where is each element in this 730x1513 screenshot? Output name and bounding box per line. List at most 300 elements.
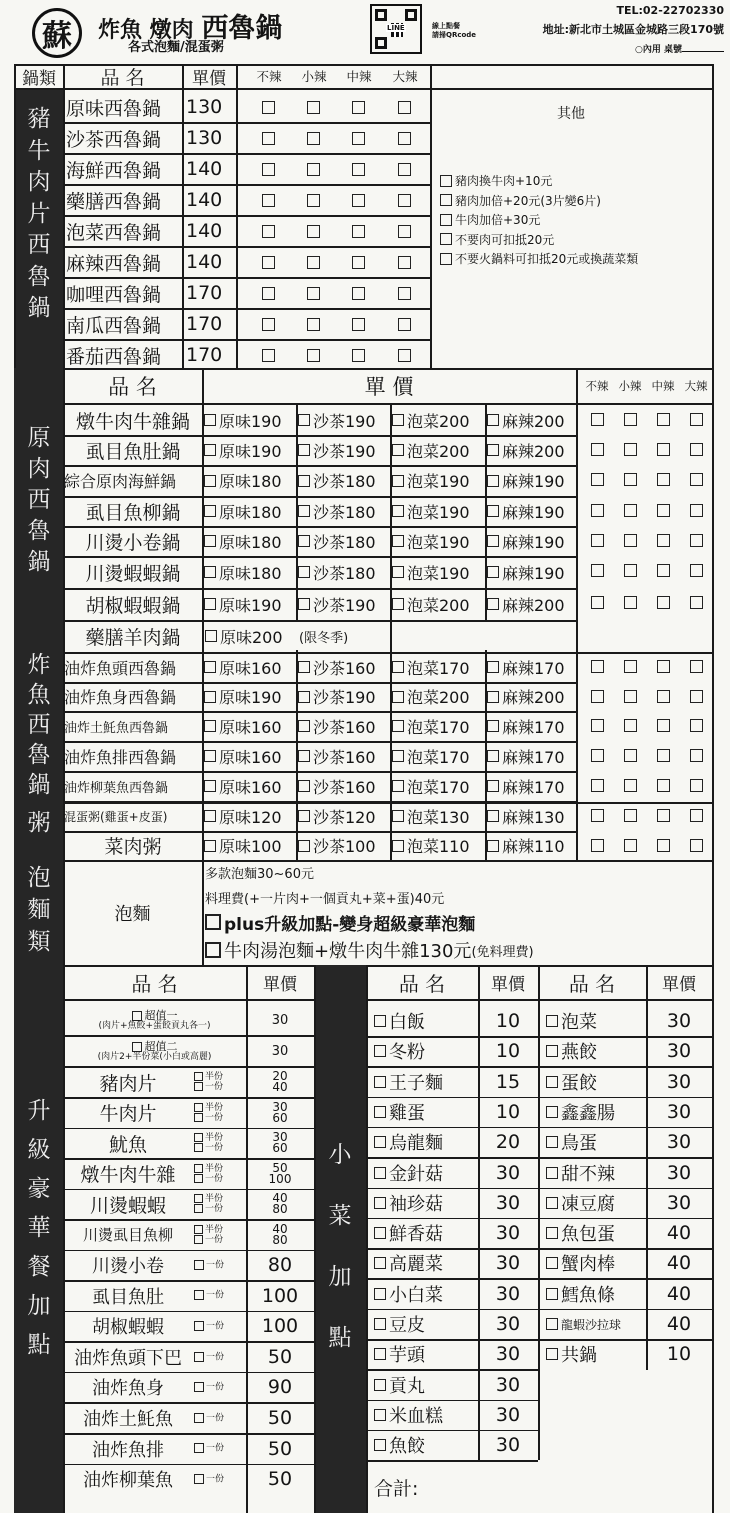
spice-checkbox[interactable]: [690, 809, 703, 822]
price-option[interactable]: [204, 741, 296, 771]
spice-checkbox[interactable]: [398, 349, 411, 362]
checkbox[interactable]: [194, 1103, 203, 1112]
checkbox[interactable]: [487, 444, 499, 456]
price-option[interactable]: [392, 741, 485, 771]
spice-checkbox[interactable]: [591, 779, 604, 792]
price-option[interactable]: [298, 771, 390, 801]
spice-checkbox[interactable]: [352, 163, 365, 176]
checkbox[interactable]: [194, 1072, 203, 1081]
price-option[interactable]: [392, 711, 485, 741]
price-option[interactable]: [204, 405, 296, 435]
checkbox[interactable]: [487, 810, 499, 822]
checkbox[interactable]: [205, 630, 217, 642]
spice-checkbox[interactable]: [591, 504, 604, 517]
spice-checkbox[interactable]: [624, 443, 637, 456]
spice-checkbox[interactable]: [624, 534, 637, 547]
side-dish-option[interactable]: [374, 1279, 478, 1309]
spice-checkbox[interactable]: [352, 256, 365, 269]
spice-checkbox[interactable]: [657, 719, 670, 732]
spice-checkbox[interactable]: [591, 596, 604, 609]
price-option[interactable]: [204, 831, 296, 860]
spice-checkbox[interactable]: [352, 225, 365, 238]
side-dish-option[interactable]: [374, 1339, 478, 1369]
checkbox[interactable]: [487, 661, 499, 673]
spice-checkbox[interactable]: [624, 596, 637, 609]
checkbox[interactable]: [194, 1352, 204, 1362]
checkbox[interactable]: [298, 750, 310, 762]
price-option[interactable]: [204, 771, 296, 801]
checkbox[interactable]: [204, 444, 216, 456]
side-dish-option[interactable]: [374, 1127, 478, 1157]
side-dish-option[interactable]: [546, 1188, 646, 1218]
side-dish-option[interactable]: [374, 1006, 478, 1036]
checkbox[interactable]: [298, 810, 310, 822]
side-dish-option[interactable]: [374, 1097, 478, 1127]
spice-checkbox[interactable]: [262, 287, 275, 300]
checkbox[interactable]: [204, 691, 216, 703]
price-option[interactable]: [298, 652, 390, 682]
price-option[interactable]: [298, 405, 390, 435]
spice-checkbox[interactable]: [307, 225, 320, 238]
checkbox[interactable]: [546, 1167, 558, 1179]
spice-checkbox[interactable]: [624, 749, 637, 762]
spice-checkbox[interactable]: [690, 719, 703, 732]
checkbox[interactable]: [205, 914, 221, 930]
checkbox[interactable]: [392, 444, 404, 456]
spice-checkbox[interactable]: [262, 101, 275, 114]
checkbox[interactable]: [546, 1076, 558, 1088]
price-option[interactable]: [298, 465, 390, 496]
checkbox[interactable]: [487, 840, 499, 852]
checkbox[interactable]: [298, 414, 310, 426]
checkbox[interactable]: [204, 780, 216, 792]
spice-checkbox[interactable]: [690, 534, 703, 547]
checkbox[interactable]: [204, 475, 216, 487]
price-option[interactable]: [487, 801, 576, 831]
checkbox[interactable]: [374, 1257, 386, 1269]
spice-checkbox[interactable]: [591, 719, 604, 732]
checkbox[interactable]: [132, 1042, 142, 1052]
price-option[interactable]: [487, 526, 576, 556]
checkbox[interactable]: [204, 661, 216, 673]
spice-checkbox[interactable]: [398, 225, 411, 238]
checkbox[interactable]: [298, 780, 310, 792]
spice-checkbox[interactable]: [398, 287, 411, 300]
spice-checkbox[interactable]: [657, 596, 670, 609]
checkbox[interactable]: [194, 1235, 203, 1244]
checkbox[interactable]: [204, 840, 216, 852]
price-option[interactable]: [487, 588, 576, 620]
checkbox[interactable]: [546, 1227, 558, 1239]
spice-checkbox[interactable]: [690, 660, 703, 673]
side-dish-option[interactable]: [546, 1097, 646, 1127]
checkbox[interactable]: [392, 780, 404, 792]
spice-checkbox[interactable]: [690, 779, 703, 792]
price-option[interactable]: [298, 801, 390, 831]
checkbox[interactable]: [194, 1133, 203, 1142]
checkbox[interactable]: [546, 1106, 558, 1118]
spice-checkbox[interactable]: [307, 194, 320, 207]
spice-checkbox[interactable]: [624, 660, 637, 673]
price-option[interactable]: [487, 435, 576, 465]
checkbox[interactable]: [298, 720, 310, 732]
price-option[interactable]: [392, 588, 485, 620]
spice-checkbox[interactable]: [352, 287, 365, 300]
spice-checkbox[interactable]: [398, 132, 411, 145]
checkbox[interactable]: [298, 566, 310, 578]
price-option[interactable]: [487, 652, 576, 682]
spice-checkbox[interactable]: [398, 194, 411, 207]
spice-checkbox[interactable]: [657, 839, 670, 852]
checkbox[interactable]: [194, 1382, 204, 1392]
spice-checkbox[interactable]: [657, 779, 670, 792]
side-dish-option[interactable]: [374, 1067, 478, 1097]
price-option[interactable]: [298, 588, 390, 620]
spice-checkbox[interactable]: [657, 564, 670, 577]
checkbox[interactable]: [392, 598, 404, 610]
price-option[interactable]: [298, 435, 390, 465]
price-option[interactable]: [392, 556, 485, 588]
price-option[interactable]: [392, 465, 485, 496]
checkbox[interactable]: [487, 691, 499, 703]
checkbox[interactable]: [194, 1082, 203, 1091]
checkbox[interactable]: [440, 253, 452, 265]
checkbox[interactable]: [194, 1260, 204, 1270]
side-dish-option[interactable]: [546, 1036, 646, 1066]
checkbox[interactable]: [298, 691, 310, 703]
price-option[interactable]: [392, 496, 485, 526]
checkbox[interactable]: [546, 1257, 558, 1269]
checkbox[interactable]: [392, 414, 404, 426]
checkbox[interactable]: [204, 720, 216, 732]
checkbox[interactable]: [204, 810, 216, 822]
price-option[interactable]: [392, 831, 485, 860]
price-option[interactable]: [204, 652, 296, 682]
price-option[interactable]: [298, 741, 390, 771]
checkbox[interactable]: [392, 720, 404, 732]
checkbox[interactable]: [487, 750, 499, 762]
spice-checkbox[interactable]: [657, 809, 670, 822]
price-option[interactable]: [392, 405, 485, 435]
side-dish-option[interactable]: [546, 1279, 646, 1309]
checkbox[interactable]: [374, 1409, 386, 1421]
checkbox[interactable]: [392, 661, 404, 673]
spice-checkbox[interactable]: [591, 809, 604, 822]
checkbox[interactable]: [374, 1439, 386, 1451]
checkbox[interactable]: [204, 566, 216, 578]
spice-checkbox[interactable]: [307, 101, 320, 114]
checkbox[interactable]: [392, 535, 404, 547]
spice-checkbox[interactable]: [657, 413, 670, 426]
price-option[interactable]: [204, 556, 296, 588]
spice-checkbox[interactable]: [657, 443, 670, 456]
extra-option[interactable]: [440, 231, 710, 248]
price-option[interactable]: [392, 435, 485, 465]
checkbox[interactable]: [194, 1474, 204, 1484]
spice-checkbox[interactable]: [591, 690, 604, 703]
line-qr-code-icon[interactable]: [370, 4, 422, 54]
checkbox[interactable]: [546, 1136, 558, 1148]
checkbox[interactable]: [194, 1143, 203, 1152]
spice-checkbox[interactable]: [398, 163, 411, 176]
spice-checkbox[interactable]: [307, 132, 320, 145]
spice-checkbox[interactable]: [690, 473, 703, 486]
price-option[interactable]: [392, 682, 485, 711]
price-option[interactable]: [487, 465, 576, 496]
checkbox[interactable]: [204, 750, 216, 762]
side-dish-option[interactable]: [374, 1309, 478, 1339]
checkbox[interactable]: [204, 414, 216, 426]
side-dish-option[interactable]: [546, 1248, 646, 1278]
checkbox[interactable]: [298, 598, 310, 610]
checkbox[interactable]: [392, 505, 404, 517]
side-dish-option[interactable]: [374, 1188, 478, 1218]
checkbox[interactable]: [392, 810, 404, 822]
spice-checkbox[interactable]: [657, 690, 670, 703]
checkbox[interactable]: [132, 1011, 142, 1021]
price-option[interactable]: [487, 556, 576, 588]
price-option[interactable]: [298, 556, 390, 588]
spice-checkbox[interactable]: [352, 101, 365, 114]
checkbox[interactable]: [374, 1106, 386, 1118]
spice-checkbox[interactable]: [624, 473, 637, 486]
checkbox[interactable]: [546, 1288, 558, 1300]
checkbox[interactable]: [487, 566, 499, 578]
spice-checkbox[interactable]: [352, 194, 365, 207]
spice-checkbox[interactable]: [307, 256, 320, 269]
checkbox[interactable]: [298, 475, 310, 487]
price-option[interactable]: [487, 771, 576, 801]
price-option[interactable]: [204, 801, 296, 831]
checkbox[interactable]: [546, 1318, 558, 1330]
checkbox[interactable]: [298, 535, 310, 547]
checkbox[interactable]: [374, 1318, 386, 1330]
spice-checkbox[interactable]: [690, 690, 703, 703]
side-dish-option[interactable]: [374, 1400, 478, 1430]
checkbox[interactable]: [440, 214, 452, 226]
side-dish-option[interactable]: [546, 1067, 646, 1097]
checkbox[interactable]: [194, 1321, 204, 1331]
price-option[interactable]: [487, 405, 576, 435]
portion-options: 半份 一份: [194, 1189, 246, 1219]
price-option[interactable]: [204, 526, 296, 556]
checkbox[interactable]: [194, 1113, 203, 1122]
checkbox[interactable]: [194, 1443, 204, 1453]
spice-checkbox[interactable]: [591, 749, 604, 762]
price-option[interactable]: [204, 496, 296, 526]
price-option[interactable]: [487, 682, 576, 711]
spice-checkbox[interactable]: [352, 349, 365, 362]
spice-checkbox[interactable]: [398, 256, 411, 269]
spice-checkbox[interactable]: [624, 719, 637, 732]
checkbox[interactable]: [487, 535, 499, 547]
spice-checkbox[interactable]: [352, 132, 365, 145]
spice-checkbox[interactable]: [690, 839, 703, 852]
checkbox[interactable]: [204, 598, 216, 610]
checkbox[interactable]: [546, 1348, 558, 1360]
checkbox[interactable]: [392, 566, 404, 578]
checkbox[interactable]: [487, 414, 499, 426]
side-dish-option[interactable]: [546, 1218, 646, 1248]
side-dish-option[interactable]: [374, 1036, 478, 1066]
checkbox[interactable]: [194, 1194, 203, 1203]
side-dish-option[interactable]: [374, 1218, 478, 1248]
price-option[interactable]: [392, 801, 485, 831]
checkbox[interactable]: [298, 505, 310, 517]
spice-checkbox[interactable]: [398, 101, 411, 114]
checkbox[interactable]: [374, 1136, 386, 1148]
spice-checkbox[interactable]: [624, 839, 637, 852]
extra-option[interactable]: [440, 250, 710, 267]
side-dish-option[interactable]: [546, 1158, 646, 1188]
extra-option[interactable]: [440, 192, 710, 209]
checkbox[interactable]: [194, 1225, 203, 1234]
price-option[interactable]: [487, 741, 576, 771]
side-dish-option[interactable]: [546, 1006, 646, 1036]
spice-checkbox[interactable]: [262, 163, 275, 176]
checkbox[interactable]: [205, 942, 221, 958]
spice-checkbox[interactable]: [657, 504, 670, 517]
spice-checkbox[interactable]: [624, 564, 637, 577]
spice-checkbox[interactable]: [262, 132, 275, 145]
spice-checkbox[interactable]: [591, 413, 604, 426]
side-dish-option[interactable]: [546, 1127, 646, 1157]
spice-checkbox[interactable]: [591, 534, 604, 547]
spice-checkbox[interactable]: [624, 413, 637, 426]
spice-checkbox[interactable]: [657, 660, 670, 673]
spice-checkbox[interactable]: [307, 349, 320, 362]
side-dish-option[interactable]: [374, 1430, 478, 1460]
spice-checkbox[interactable]: [624, 504, 637, 517]
checkbox[interactable]: [374, 1015, 386, 1027]
checkbox[interactable]: [487, 475, 499, 487]
side-dish-option[interactable]: [546, 1339, 646, 1369]
checkbox[interactable]: [374, 1197, 386, 1209]
spice-checkbox[interactable]: [657, 749, 670, 762]
checkbox[interactable]: [392, 475, 404, 487]
checkbox[interactable]: [392, 840, 404, 852]
upgrade-option[interactable]: [205, 910, 625, 934]
dine-in-field[interactable]: [635, 42, 724, 55]
spice-checkbox[interactable]: [690, 596, 703, 609]
checkbox[interactable]: [194, 1204, 203, 1213]
checkbox[interactable]: [440, 175, 452, 187]
checkbox[interactable]: [440, 194, 452, 206]
spice-checkbox[interactable]: [262, 225, 275, 238]
checkbox[interactable]: [298, 840, 310, 852]
spice-checkbox[interactable]: [262, 256, 275, 269]
side-dish-option[interactable]: [374, 1370, 478, 1400]
price-option[interactable]: [487, 496, 576, 526]
spice-checkbox[interactable]: [307, 318, 320, 331]
checkbox[interactable]: [374, 1045, 386, 1057]
extra-option[interactable]: [440, 211, 710, 228]
spice-checkbox[interactable]: [657, 534, 670, 547]
side-dish-option[interactable]: [374, 1248, 478, 1278]
checkbox[interactable]: [546, 1015, 558, 1027]
spice-checkbox[interactable]: [307, 287, 320, 300]
spice-checkbox[interactable]: [624, 809, 637, 822]
spice-checkbox[interactable]: [657, 473, 670, 486]
spice-checkbox[interactable]: [591, 473, 604, 486]
checkbox[interactable]: [298, 661, 310, 673]
checkbox[interactable]: [487, 780, 499, 792]
spice-checkbox[interactable]: [690, 749, 703, 762]
side-dish-option[interactable]: [374, 1158, 478, 1188]
spice-checkbox[interactable]: [398, 318, 411, 331]
spice-checkbox[interactable]: [690, 504, 703, 517]
checkbox[interactable]: [204, 535, 216, 547]
checkbox[interactable]: [194, 1174, 203, 1183]
option-label: 沙茶190: [313, 688, 376, 707]
spice-checkbox[interactable]: [591, 839, 604, 852]
checkbox[interactable]: [392, 750, 404, 762]
checkbox[interactable]: [374, 1167, 386, 1179]
price-option[interactable]: [204, 435, 296, 465]
price-option[interactable]: [487, 831, 576, 860]
spice-checkbox[interactable]: [262, 349, 275, 362]
side-dish-option[interactable]: [546, 1309, 646, 1339]
checkbox[interactable]: [194, 1164, 203, 1173]
item-price: 140: [186, 189, 223, 211]
price-option[interactable]: [298, 682, 390, 711]
price-option[interactable]: [204, 711, 296, 741]
spice-checkbox[interactable]: [624, 690, 637, 703]
beef-noodle-option[interactable]: [205, 938, 705, 962]
checkbox[interactable]: [374, 1227, 386, 1239]
price-option[interactable]: [487, 711, 576, 741]
spice-checkbox[interactable]: [591, 443, 604, 456]
spice-checkbox[interactable]: [591, 564, 604, 577]
checkbox[interactable]: [392, 691, 404, 703]
spice-checkbox[interactable]: [307, 163, 320, 176]
checkbox[interactable]: [374, 1076, 386, 1088]
checkbox[interactable]: [487, 505, 499, 517]
checkbox[interactable]: [487, 598, 499, 610]
price-option[interactable]: [392, 652, 485, 682]
price-option[interactable]: [298, 831, 390, 860]
price-option[interactable]: [298, 711, 390, 741]
price-option[interactable]: [298, 526, 390, 556]
checkbox[interactable]: [374, 1288, 386, 1300]
checkbox[interactable]: [194, 1290, 204, 1300]
price-option[interactable]: [392, 771, 485, 801]
spice-checkbox[interactable]: [690, 443, 703, 456]
spice-checkbox[interactable]: [262, 318, 275, 331]
price-option[interactable]: [392, 526, 485, 556]
spice-checkbox[interactable]: [624, 779, 637, 792]
checkbox[interactable]: [546, 1197, 558, 1209]
spice-checkbox[interactable]: [352, 318, 365, 331]
checkbox[interactable]: [374, 1379, 386, 1391]
spice-checkbox[interactable]: [591, 660, 604, 673]
price-option[interactable]: [204, 588, 296, 620]
checkbox[interactable]: [440, 233, 452, 245]
extra-option[interactable]: [440, 172, 710, 189]
spice-checkbox[interactable]: [690, 564, 703, 577]
price-option[interactable]: [204, 465, 296, 496]
checkbox[interactable]: [374, 1348, 386, 1360]
price-option[interactable]: [204, 682, 296, 711]
checkbox[interactable]: [546, 1045, 558, 1057]
checkbox[interactable]: [487, 720, 499, 732]
checkbox[interactable]: [194, 1413, 204, 1423]
checkbox[interactable]: [204, 505, 216, 517]
price-option[interactable]: [298, 496, 390, 526]
spice-checkbox[interactable]: [690, 413, 703, 426]
checkbox[interactable]: [298, 444, 310, 456]
spice-checkbox[interactable]: [262, 194, 275, 207]
